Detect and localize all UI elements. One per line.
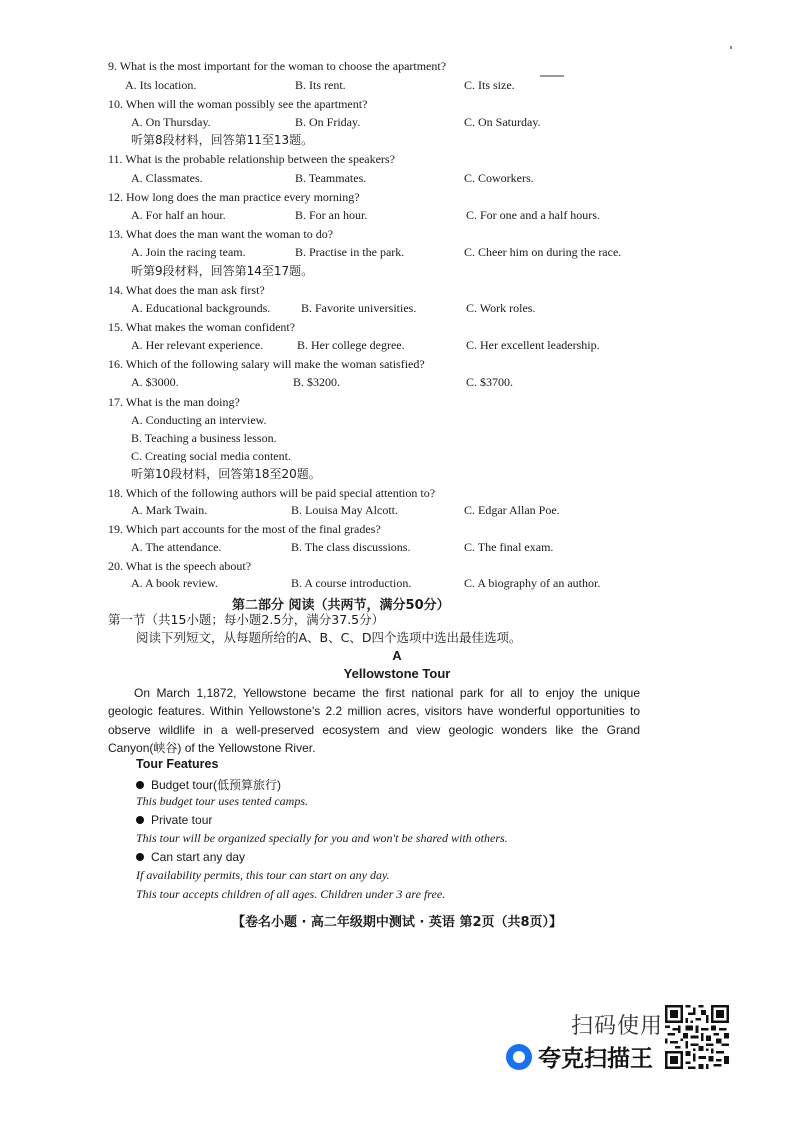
option-12b: B. For an hour. [295,208,368,222]
option-15a: A. Her relevant experience. [131,338,264,352]
option-9c: C. Its size. [464,78,515,92]
qr-code-icon[interactable] [665,1005,729,1069]
option-14b: B. Favorite universities. [301,301,417,315]
option-9b: B. Its rent. [295,78,346,92]
option-12a: A. For half an hour. [131,208,226,222]
instruction-seg8: 听第8段材料，回答第11至13题。 [131,133,314,147]
option-18a: A. Mark Twain. [131,503,208,517]
option-19c: C. The final exam. [464,540,554,554]
option-14c: C. Work roles. [466,301,536,315]
option-19b: B. The class discussions. [291,540,411,554]
option-15c: C. Her excellent leadership. [466,338,600,352]
scan-mark [540,75,564,77]
option-14a: A. Educational backgrounds. [131,301,271,315]
option-10a: A. On Thursday. [131,115,211,129]
feature-start: Can start any day [136,850,245,864]
question-15: 15. What makes the woman confident? [108,320,296,334]
feature-private-desc: This tour will be organized specially for you and won't be shared with others. [136,831,508,845]
bullet-icon [136,781,144,789]
feature-start-desc2: This tour accepts children of all ages. Children under 3 are free. [136,887,446,901]
option-11c: C. Coworkers. [464,171,534,185]
option-18b: B. Louisa May Alcott. [291,503,398,517]
option-10b: B. On Friday. [295,115,361,129]
question-11: 11. What is the probable relationship between the speakers? [108,152,395,166]
option-13b: B. Practise in the park. [295,245,405,259]
option-13a: A. Join the racing team. [131,245,246,259]
option-10c: C. On Saturday. [464,115,541,129]
question-12: 12. How long does the man practice every morning? [108,190,360,204]
question-17: 17. What is the man doing? [108,395,240,409]
question-10: 10. When will the woman possibly see the apartment? [108,97,368,111]
quark-logo-icon [506,1044,532,1070]
option-9a: A. Its location. [125,78,197,92]
scanner-brand[interactable] [506,1040,653,1073]
option-13c: C. Cheer him on during the race. [464,245,622,259]
passage-letter: A [392,648,402,663]
question-20: 20. What is the speech about? [108,559,252,573]
passage-paragraph: On March 1,1872, Yellowstone became the first national park for all to enjoy the unique geologic features. Within Yellowstone's 2.2 million acres, visitors have wonderful opportunities to observe wildlife in a well-preserved ecosystem and view geologic wonders like the Grand Canyon(峡谷) of the Yellowstone River. [108,686,640,755]
option-19a: A. The attendance. [131,540,222,554]
question-18: 18. Which of the following authors will be paid special attention to? [108,486,436,500]
feature-start-desc1: If availability permits, this tour can start on any day. [136,868,390,882]
part2-title: 第二部分 阅读（共两节，满分50分） [232,598,450,613]
option-16b: B. $3200. [293,375,341,389]
feature-private: Private tour [136,813,212,827]
option-20c: C. A biography of an author. [464,576,601,590]
option-18c: C. Edgar Allan Poe. [464,503,560,517]
instruction-seg9: 听第9段材料，回答第14至17题。 [131,264,314,278]
option-16c: C. $3700. [466,375,514,389]
option-17c: C. Creating social media content. [131,449,291,463]
question-19: 19. Which part accounts for the most of the final grades? [108,522,381,536]
passage-title: Yellowstone Tour [343,666,451,681]
option-17a: A. Conducting an interview. [131,413,267,427]
option-20b: B. A course introduction. [291,576,412,590]
option-11a: A. Classmates. [131,171,203,185]
question-16: 16. Which of the following salary will make the woman satisfied? [108,357,425,371]
section1-heading: 第一节（共15小题；每小题2.5分，满分37.5分） [108,612,385,627]
page-footer: 【卷名小题 · 高二年级期中测试 · 英语 第2页（共8页）】 [231,915,563,930]
question-9: 9. What is the most important for the woman to choose the apartment? [108,59,447,73]
question-14: 14. What does the man ask first? [108,283,265,297]
feature-budget: Budget tour(低预算旅行) [136,776,281,793]
tour-features-heading: Tour Features [136,757,219,771]
feature-budget-desc: This budget tour uses tented camps. [136,794,308,808]
option-16a: A. $3000. [131,375,179,389]
scan-speck [730,46,732,49]
brand-name: 夸克扫描王 [538,1046,653,1072]
bullet-icon [136,853,144,861]
option-11b: B. Teammates. [295,171,367,185]
bullet-icon [136,816,144,824]
scan-use-label: 扫码使用 [571,1014,664,1039]
reading-directions: 阅读下列短文，从每题所给的A、B、C、D四个选项中选出最佳选项。 [136,630,522,645]
option-20a: A. A book review. [131,576,218,590]
option-17b: B. Teaching a business lesson. [131,431,277,445]
option-12c: C. For one and a half hours. [466,208,600,222]
option-15b: B. Her college degree. [297,338,405,352]
instruction-seg10: 听第10段材料，回答第18至20题。 [131,467,321,481]
question-13: 13. What does the man want the woman to do? [108,227,334,241]
